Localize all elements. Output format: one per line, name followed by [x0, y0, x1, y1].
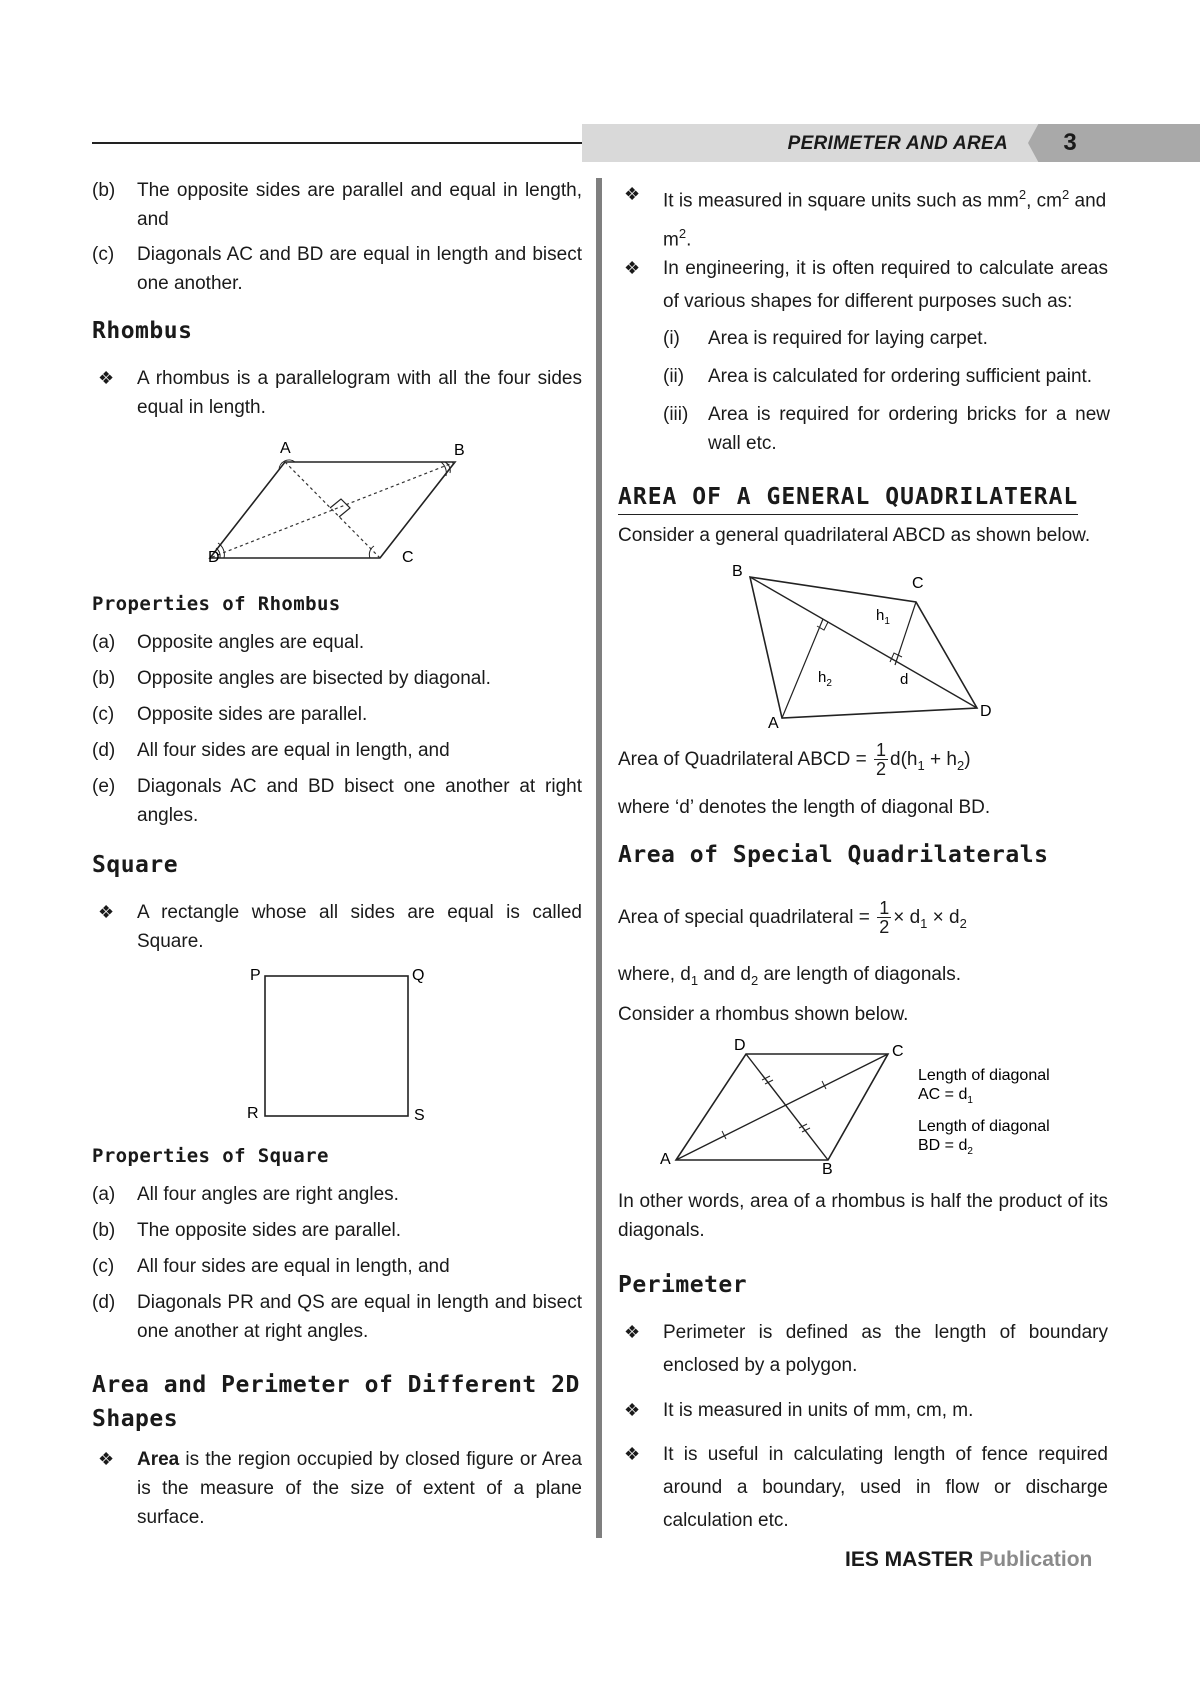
rhombus-properties [92, 628, 582, 830]
vertex-label: B [822, 1161, 833, 1178]
list-item: ❖ Area is the region occupied by closed figure or Area is the measure of the size of extent of a plane surface. [92, 1445, 582, 1532]
area-perimeter-heading: Area and Perimeter of Different 2D Shapes [92, 1372, 580, 1432]
area-bullet [92, 1445, 582, 1532]
list-item: (c) Opposite sides are parallel. [92, 704, 368, 725]
rectangle-properties [92, 176, 582, 298]
special-quadrilaterals-heading: Area of Special Quadrilaterals [618, 842, 1049, 868]
list-item: (c) All four sides are equal in length, and [92, 1256, 450, 1277]
bullet-icon: ❖ [98, 902, 115, 922]
vertex-label: R [247, 1105, 259, 1122]
rhombus-heading: Rhombus [92, 318, 193, 344]
vertex-label: C [892, 1043, 904, 1060]
list-item: ❖ In engineering, it is often required to calculate areas of various shapes for different purposes such as: [618, 252, 1108, 318]
height-label: $h_2$ [818, 669, 832, 689]
square-bullet [92, 898, 582, 956]
rhombus-area-words: In other words, area of a rhombus is half the product of its diagonals. [618, 1191, 1108, 1241]
bullet-icon: ❖ [624, 1444, 641, 1464]
vertex-label: D [980, 703, 992, 720]
square-properties-heading: Properties of Square [92, 1145, 329, 1167]
diagonal-note: AC = $d_1$ [918, 1086, 973, 1106]
vertex-label: Q [412, 967, 425, 984]
general-quadrilateral-where: where ‘d’ denotes the length of diagonal BD. [618, 797, 991, 818]
column-divider [596, 178, 602, 1538]
perimeter-bullets [618, 1316, 1108, 1537]
list-item: (b) The opposite sides are parallel. [92, 1220, 402, 1241]
list-item: (iii) Area is required for ordering bricks for a new wall etc. [663, 404, 1110, 454]
list-item: (ii) Area is calculated for ordering sufficient paint. [663, 366, 1093, 387]
page-number: 3 [1063, 129, 1077, 156]
bullet-icon: ❖ [98, 1449, 115, 1469]
list-item: ❖ Perimeter is defined as the length of boundary enclosed by a polygon. [618, 1316, 1108, 1394]
general-quadrilateral-formula: Area of Quadrilateral ABCD = $\frac{1}{2}$ $d(h_1 + h_2)$ [618, 740, 971, 780]
vertex-label: S [414, 1107, 425, 1124]
rhombus-diagonals-figure [656, 1036, 1106, 1176]
perimeter-heading: Perimeter [618, 1272, 748, 1298]
list-item: (b) The opposite sides are parallel and equal in length, and [92, 180, 582, 230]
square-figure [240, 962, 440, 1124]
list-item: (e) Diagonals AC and BD bisect one another at right angles. [92, 776, 582, 826]
square-properties [92, 1180, 582, 1346]
diagonal-label: d [900, 671, 909, 688]
rhombus-properties-heading: Properties of Rhombus [92, 593, 341, 615]
diagonal-note: Length of diagonal [918, 1067, 1050, 1084]
vertex-label: P [250, 967, 261, 984]
chapter-title: PERIMETER AND AREA [787, 133, 1008, 154]
rhombus-bullet [92, 364, 582, 422]
vertex-label: B [454, 442, 465, 459]
vertex-label: D [734, 1037, 746, 1054]
list-item: ❖ A rhombus is a parallelogram with all the four sides equal in length. [92, 364, 582, 422]
list-item: ❖ It is measured in square units such as $mm^2$, $cm^2$ and $m^2$. [618, 178, 1108, 252]
vertex-label: C [402, 549, 414, 566]
diagonal-note: BD = $d_2$ [918, 1137, 973, 1157]
publisher-footer: IES MASTER Publication [845, 1548, 1093, 1571]
list-item: (d) Diagonals PR and QS are equal in length and bisect one another at right angles. [92, 1292, 582, 1342]
rhombus-figure [190, 430, 490, 570]
special-quadrilateral-where: where, $d_1$ and $d_2$ are length of diagonals. Consider a rhombus shown below. [618, 964, 961, 1025]
list-item: ❖ It is measured in units of mm, cm, m. [618, 1394, 1108, 1438]
vertex-label: B [732, 563, 743, 580]
list-item: ❖ A rectangle whose all sides are equal is called Square. [92, 898, 582, 956]
bullet-icon: ❖ [624, 1400, 641, 1420]
bullet-icon: ❖ [98, 368, 115, 388]
bullet-icon: ❖ [624, 1322, 641, 1342]
list-item: (a) Opposite angles are equal. [92, 632, 365, 653]
list-item: (i) Area is required for laying carpet. [663, 328, 988, 349]
bullet-icon: ❖ [624, 258, 641, 278]
list-item: (c) Diagonals AC and BD are equal in length and bisect one another. [92, 244, 582, 294]
general-quadrilateral-figure [732, 558, 1010, 732]
engineering-uses [663, 324, 1110, 458]
bullet-icon: ❖ [624, 184, 641, 204]
area-units-section [618, 178, 1108, 318]
square-heading: Square [92, 852, 179, 878]
header-rule [92, 142, 582, 144]
vertex-label: A [660, 1151, 671, 1168]
general-quadrilateral-heading: AREA OF A GENERAL QUADRILATERAL [618, 484, 1078, 515]
list-item: (a) All four angles are right angles. [92, 1184, 399, 1205]
diagonal-note: Length of diagonal [918, 1118, 1050, 1135]
vertex-label: A [768, 715, 779, 732]
list-item: (b) Opposite angles are bisected by diagonal. [92, 668, 491, 689]
special-quadrilateral-formula: Area of special quadrilateral = $\frac{1}{2}$ × $d_1 \times d_2$ [618, 898, 967, 938]
list-item: (d) All four sides are equal in length, and [92, 740, 450, 761]
vertex-label: C [912, 575, 924, 592]
general-quadrilateral-intro: Consider a general quadrilateral ABCD as shown below. [618, 525, 1091, 546]
vertex-label: A [280, 440, 291, 457]
height-label: $h_1$ [876, 607, 890, 627]
vertex-label: D [208, 549, 220, 566]
list-item: ❖ It is useful in calculating length of fence required around a boundary, used in flow or discharge calculation etc. [618, 1438, 1108, 1537]
